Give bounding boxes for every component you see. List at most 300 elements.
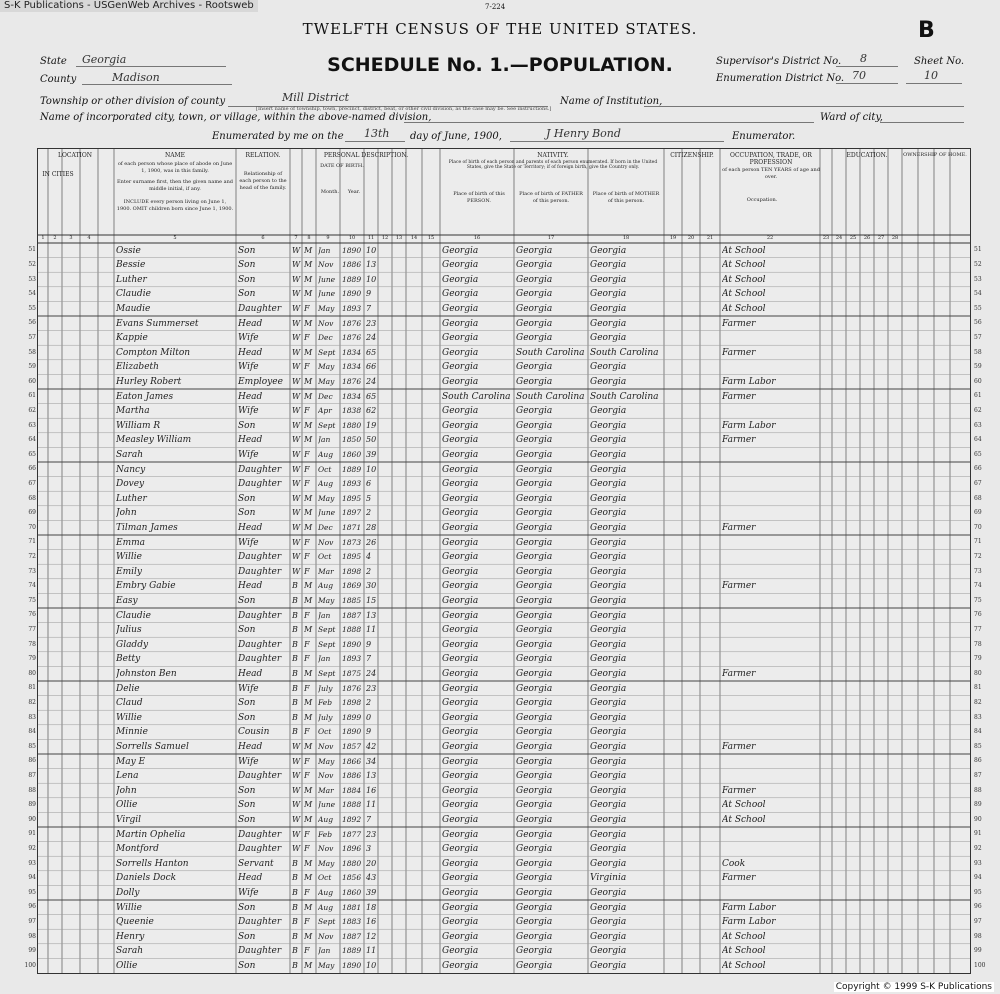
- cell-month: Sept: [318, 347, 336, 357]
- cell-year: 1890: [342, 639, 362, 649]
- cell-race: B: [292, 581, 298, 591]
- cell-name: Claudie: [116, 289, 151, 300]
- cell-mother: Georgia: [590, 946, 627, 957]
- cell-father: Georgia: [516, 931, 553, 942]
- cell-month: Nov: [318, 537, 334, 547]
- cell-mother: Georgia: [590, 668, 627, 679]
- row-number: 67: [28, 479, 36, 487]
- cell-age: 28: [366, 522, 377, 532]
- cell-age: 34: [366, 756, 377, 766]
- row-number-right: 76: [974, 611, 982, 619]
- city-label: Name of incorporated city, town, or village, within the above-named division,: [40, 112, 432, 123]
- cell-occ: At School: [722, 303, 766, 314]
- row-number-right: 70: [974, 523, 982, 531]
- cell-rel: Wife: [238, 537, 259, 548]
- cell-year: 1871: [342, 522, 362, 532]
- census-title: TWELFTH CENSUS OF THE UNITED STATES.: [302, 20, 698, 38]
- cell-sex: F: [304, 887, 310, 897]
- cell-name: Measley William: [116, 435, 192, 446]
- cell-month: Jan: [318, 610, 331, 620]
- cell-month: Nov: [318, 260, 334, 270]
- row-number-right: 85: [974, 742, 982, 750]
- row-number: 76: [28, 611, 36, 619]
- cell-name: Claud: [116, 698, 143, 709]
- row-number-right: 95: [974, 888, 982, 896]
- cell-name: Ollie: [116, 800, 138, 811]
- cell-race: W: [292, 508, 301, 518]
- cell-race: W: [292, 245, 301, 255]
- cell-rel: Daughter: [238, 771, 282, 782]
- state-label: State: [40, 56, 67, 67]
- cell-father: South Carolina: [516, 391, 585, 402]
- township-value: Mill District: [282, 91, 350, 104]
- cell-race: B: [292, 698, 298, 708]
- row-number-right: 82: [974, 698, 982, 706]
- cell-rel: Daughter: [238, 829, 282, 840]
- cell-pob: Georgia: [442, 727, 479, 738]
- cell-rel: Cousin: [238, 727, 270, 738]
- cell-mother: Georgia: [590, 902, 627, 913]
- cell-month: Nov: [318, 741, 334, 751]
- cell-year: 1876: [342, 683, 362, 693]
- row-number-right: 71: [974, 538, 982, 546]
- cell-rel: Son: [238, 814, 256, 825]
- cell-race: W: [292, 522, 301, 532]
- row-number: 68: [28, 494, 36, 502]
- enumerated-day: 13th: [364, 127, 390, 140]
- cell-father: Georgia: [516, 756, 553, 767]
- col-header-name-desc: of each person whose place of abode on June 1, 1900, was in this family.: [117, 161, 233, 174]
- column-number: 22: [766, 235, 774, 241]
- cell-pob: Georgia: [442, 376, 479, 387]
- cell-pob: Georgia: [442, 668, 479, 679]
- row-number-right: 100: [974, 961, 986, 969]
- cell-month: Jan: [318, 245, 331, 255]
- cell-year: 1889: [342, 274, 362, 284]
- cell-name: John: [116, 508, 137, 519]
- copyright-notice: Copyright © 1999 S-K Publications: [835, 982, 992, 992]
- column-number: 26: [863, 235, 871, 241]
- row-number: 91: [28, 830, 36, 838]
- cell-father: Georgia: [516, 814, 553, 825]
- cell-year: 1890: [342, 727, 362, 737]
- cell-sex: F: [304, 829, 310, 839]
- cell-father: Georgia: [516, 712, 553, 723]
- cell-father: Georgia: [516, 406, 553, 417]
- cell-father: Georgia: [516, 610, 553, 621]
- cell-mother: Georgia: [590, 931, 627, 942]
- cell-age: 7: [366, 303, 372, 313]
- cell-occ: Farm Labor: [722, 420, 776, 431]
- cell-age: 13: [366, 771, 377, 781]
- county-label: County: [40, 74, 77, 85]
- cell-age: 4: [366, 552, 372, 562]
- row-number-right: 99: [974, 947, 982, 955]
- cell-age: 20: [366, 858, 377, 868]
- cell-occ: Farmer: [722, 785, 756, 796]
- cell-year: 1898: [342, 566, 362, 576]
- row-number: 81: [28, 684, 36, 692]
- col-header-occupation-desc: of each person TEN YEARS of age and over.: [722, 167, 820, 180]
- cell-year: 1860: [342, 449, 362, 459]
- cell-pob: Georgia: [442, 347, 479, 358]
- cell-pob: Georgia: [442, 435, 479, 446]
- cell-year: 1889: [342, 464, 362, 474]
- cell-occ: At School: [722, 931, 766, 942]
- cell-age: 7: [366, 814, 372, 824]
- cell-father: Georgia: [516, 435, 553, 446]
- cell-mother: Georgia: [590, 303, 627, 314]
- ward-line: [880, 122, 964, 123]
- cell-sex: M: [304, 858, 313, 868]
- state-value: Georgia: [82, 53, 127, 66]
- cell-age: 9: [366, 289, 372, 299]
- supervisor-line: [836, 66, 898, 67]
- cell-race: B: [292, 639, 298, 649]
- cell-rel: Daughter: [238, 917, 282, 928]
- cell-race: W: [292, 566, 301, 576]
- cell-occ: At School: [722, 960, 766, 971]
- cell-occ: Farmer: [722, 741, 756, 752]
- cell-sex: F: [304, 537, 310, 547]
- column-number: 27: [877, 235, 885, 241]
- row-number: 61: [28, 392, 36, 400]
- cell-name: Willie: [116, 712, 142, 723]
- cell-rel: Son: [238, 508, 256, 519]
- cell-rel: Wife: [238, 683, 259, 694]
- column-number: 25: [849, 235, 857, 241]
- cell-age: 16: [366, 785, 377, 795]
- cell-month: Aug: [318, 887, 334, 897]
- cell-pob: Georgia: [442, 245, 479, 256]
- cell-month: June: [318, 289, 336, 299]
- cell-month: Sept: [318, 668, 336, 678]
- cell-year: 1876: [342, 318, 362, 328]
- cell-father: Georgia: [516, 668, 553, 679]
- cell-father: Georgia: [516, 522, 553, 533]
- cell-occ: At School: [722, 800, 766, 811]
- cell-age: 7: [366, 654, 372, 664]
- enumeration-value: 70: [852, 69, 866, 82]
- row-number: 72: [28, 552, 36, 560]
- cell-age: 9: [366, 727, 372, 737]
- cell-year: 1876: [342, 333, 362, 343]
- cell-name: Dovey: [116, 479, 145, 490]
- cell-rel: Son: [238, 274, 256, 285]
- county-line: [82, 84, 232, 85]
- cell-year: 1893: [342, 479, 362, 489]
- cell-mother: Georgia: [590, 420, 627, 431]
- cell-father: Georgia: [516, 303, 553, 314]
- cell-mother: Georgia: [590, 858, 627, 869]
- cell-father: Georgia: [516, 800, 553, 811]
- cell-year: 1877: [342, 829, 362, 839]
- cell-race: W: [292, 435, 301, 445]
- cell-age: 19: [366, 420, 377, 430]
- cell-race: B: [292, 917, 298, 927]
- cell-father: Georgia: [516, 479, 553, 490]
- column-number: 11: [367, 235, 375, 241]
- cell-mother: Georgia: [590, 639, 627, 650]
- cell-year: 1895: [342, 552, 362, 562]
- cell-sex: F: [304, 552, 310, 562]
- cell-mother: Georgia: [590, 625, 627, 636]
- cell-mother: Georgia: [590, 493, 627, 504]
- row-number: 57: [28, 333, 36, 341]
- cell-pob: Georgia: [442, 537, 479, 548]
- cell-father: Georgia: [516, 727, 553, 738]
- cell-year: 1876: [342, 376, 362, 386]
- cell-father: Georgia: [516, 654, 553, 665]
- row-number-right: 83: [974, 713, 982, 721]
- cell-year: 1896: [342, 844, 362, 854]
- cell-pob: Georgia: [442, 698, 479, 709]
- cell-mother: Georgia: [590, 917, 627, 928]
- cell-rel: Head: [238, 522, 263, 533]
- cell-pob: Georgia: [442, 931, 479, 942]
- cell-name: Julius: [116, 625, 142, 636]
- cell-occ: At School: [722, 274, 766, 285]
- cell-rel: Daughter: [238, 479, 282, 490]
- cell-rel: Son: [238, 698, 256, 709]
- col-header-pob-person: Place of birth of this PERSON.: [453, 191, 505, 204]
- row-number-right: 84: [974, 728, 982, 736]
- cell-pob: Georgia: [442, 887, 479, 898]
- cell-sex: F: [304, 610, 310, 620]
- cell-race: W: [292, 420, 301, 430]
- cell-year: 1890: [342, 289, 362, 299]
- cell-month: Jan: [318, 946, 331, 956]
- cell-rel: Head: [238, 391, 263, 402]
- cell-father: Georgia: [516, 318, 553, 329]
- cell-sex: F: [304, 449, 310, 459]
- cell-race: W: [292, 814, 301, 824]
- cell-race: W: [292, 479, 301, 489]
- cell-pob: Georgia: [442, 960, 479, 971]
- cell-rel: Son: [238, 595, 256, 606]
- cell-race: B: [292, 668, 298, 678]
- cell-rel: Daughter: [238, 566, 282, 577]
- row-number: 89: [28, 801, 36, 809]
- cell-father: Georgia: [516, 887, 553, 898]
- cell-pob: Georgia: [442, 566, 479, 577]
- cell-pob: Georgia: [442, 464, 479, 475]
- column-number: 21: [706, 235, 714, 241]
- cell-sex: M: [304, 347, 313, 357]
- row-number-right: 64: [974, 436, 982, 444]
- cell-mother: Georgia: [590, 333, 627, 344]
- cell-mother: Georgia: [590, 654, 627, 665]
- cell-rel: Daughter: [238, 654, 282, 665]
- cell-pob: Georgia: [442, 858, 479, 869]
- cell-father: Georgia: [516, 537, 553, 548]
- cell-race: W: [292, 333, 301, 343]
- cell-pob: Georgia: [442, 420, 479, 431]
- cell-occ: At School: [722, 245, 766, 256]
- cell-year: 1892: [342, 814, 362, 824]
- cell-race: W: [292, 289, 301, 299]
- cell-father: Georgia: [516, 376, 553, 387]
- cell-year: 1869: [342, 581, 362, 591]
- cell-sex: F: [304, 683, 310, 693]
- cell-sex: F: [304, 333, 310, 343]
- cell-month: Dec: [318, 333, 333, 343]
- row-number: 51: [28, 246, 36, 254]
- cell-age: 23: [366, 829, 377, 839]
- cell-month: Apr: [318, 406, 332, 416]
- cell-sex: F: [304, 756, 310, 766]
- cell-rel: Son: [238, 902, 256, 913]
- cell-race: W: [292, 800, 301, 810]
- cell-mother: South Carolina: [590, 347, 659, 358]
- col-header-name-note2: INCLUDE every person living on June 1, 1900. OMIT children born since June 1, 1900.: [116, 199, 234, 212]
- cell-month: Nov: [318, 931, 334, 941]
- cell-pob: Georgia: [442, 274, 479, 285]
- col-header-in-cities: IN CITIES: [42, 171, 74, 178]
- col-header-name-note: Enter surname first, then the given name and middle initial, if any.: [116, 179, 234, 192]
- cell-race: B: [292, 727, 298, 737]
- cell-father: Georgia: [516, 581, 553, 592]
- column-number: 5: [173, 235, 177, 241]
- cell-pob: Georgia: [442, 683, 479, 694]
- row-number-right: 60: [974, 377, 982, 385]
- cell-father: Georgia: [516, 493, 553, 504]
- cell-race: W: [292, 537, 301, 547]
- cell-father: Georgia: [516, 844, 553, 855]
- cell-race: B: [292, 625, 298, 635]
- cell-month: Feb: [318, 698, 333, 708]
- cell-year: 1895: [342, 493, 362, 503]
- cell-race: W: [292, 844, 301, 854]
- cell-year: 1886: [342, 260, 362, 270]
- cell-pob: Georgia: [442, 712, 479, 723]
- cell-occ: Farmer: [722, 435, 756, 446]
- institution-label: Name of Institution,: [560, 96, 663, 107]
- row-number: 92: [28, 844, 36, 852]
- cell-sex: F: [304, 566, 310, 576]
- cell-sex: M: [304, 522, 313, 532]
- cell-race: W: [292, 260, 301, 270]
- cell-sex: M: [304, 245, 313, 255]
- cell-name: Willie: [116, 552, 142, 563]
- cell-month: May: [318, 493, 335, 503]
- column-number: 20: [687, 235, 695, 241]
- column-number: 4: [87, 235, 91, 241]
- cell-sex: M: [304, 873, 313, 883]
- cell-sex: M: [304, 260, 313, 270]
- cell-name: Willie: [116, 902, 142, 913]
- cell-month: June: [318, 800, 336, 810]
- cell-rel: Wife: [238, 449, 259, 460]
- row-number-right: 67: [974, 479, 982, 487]
- cell-rel: Son: [238, 420, 256, 431]
- cell-mother: Virginia: [590, 873, 627, 884]
- cell-name: Minnie: [116, 727, 148, 738]
- cell-name: Montford: [116, 844, 159, 855]
- cell-rel: Head: [238, 347, 263, 358]
- cell-occ: Farmer: [722, 318, 756, 329]
- cell-pob: Georgia: [442, 318, 479, 329]
- cell-name: Luther: [116, 493, 147, 504]
- cell-year: 1884: [342, 785, 362, 795]
- cell-age: 65: [366, 391, 377, 401]
- cell-year: 1834: [342, 391, 362, 401]
- cell-name: Martin Ophelia: [116, 829, 186, 840]
- cell-rel: Employee: [238, 376, 283, 387]
- cell-father: Georgia: [516, 785, 553, 796]
- cell-pob: Georgia: [442, 333, 479, 344]
- cell-pob: Georgia: [442, 639, 479, 650]
- cell-sex: F: [304, 362, 310, 372]
- sheet-line: [906, 83, 962, 84]
- cell-mother: Georgia: [590, 376, 627, 387]
- cell-race: B: [292, 902, 298, 912]
- cell-year: 1866: [342, 756, 362, 766]
- cell-occ: Farmer: [722, 391, 756, 402]
- cell-father: Georgia: [516, 741, 553, 752]
- cell-year: 1890: [342, 245, 362, 255]
- cell-name: Henry: [116, 931, 145, 942]
- cell-name: Compton Milton: [116, 347, 191, 358]
- enumerated-label: Enumerated by me on the: [212, 131, 344, 142]
- cell-month: Sept: [318, 917, 336, 927]
- cell-father: Georgia: [516, 829, 553, 840]
- cell-pob: Georgia: [442, 873, 479, 884]
- cell-sex: M: [304, 960, 313, 970]
- cell-year: 1880: [342, 420, 362, 430]
- cell-pob: Georgia: [442, 785, 479, 796]
- cell-rel: Head: [238, 581, 263, 592]
- cell-race: W: [292, 449, 301, 459]
- cell-name: Queenie: [116, 917, 154, 928]
- cell-sex: M: [304, 318, 313, 328]
- row-number-right: 69: [974, 509, 982, 517]
- cell-father: Georgia: [516, 245, 553, 256]
- cell-rel: Son: [238, 289, 256, 300]
- cell-occ: Farm Labor: [722, 376, 776, 387]
- column-number: 19: [669, 235, 677, 241]
- cell-pob: Georgia: [442, 610, 479, 621]
- col-header-pob-mother: Place of birth of MOTHER of this person.: [592, 191, 660, 204]
- cell-rel: Son: [238, 245, 256, 256]
- cell-year: 1889: [342, 946, 362, 956]
- cell-race: W: [292, 756, 301, 766]
- row-number-right: 51: [974, 246, 982, 254]
- cell-mother: Georgia: [590, 508, 627, 519]
- cell-pob: Georgia: [442, 756, 479, 767]
- cell-mother: Georgia: [590, 435, 627, 446]
- cell-mother: Georgia: [590, 741, 627, 752]
- cell-race: B: [292, 887, 298, 897]
- cell-father: Georgia: [516, 362, 553, 373]
- cell-year: 1883: [342, 917, 362, 927]
- cell-father: Georgia: [516, 552, 553, 563]
- cell-rel: Head: [238, 873, 263, 884]
- col-header-education: EDUCATION.: [846, 152, 888, 159]
- row-number: 96: [28, 903, 36, 911]
- cell-age: 62: [366, 406, 377, 416]
- row-number-right: 61: [974, 392, 982, 400]
- cell-year: 1886: [342, 771, 362, 781]
- cell-sex: F: [304, 946, 310, 956]
- row-number: 90: [28, 815, 36, 823]
- cell-month: Dec: [318, 391, 333, 401]
- city-line: [404, 122, 814, 123]
- cell-age: 24: [366, 376, 377, 386]
- cell-month: Nov: [318, 318, 334, 328]
- cell-age: 2: [366, 698, 372, 708]
- row-number-right: 86: [974, 757, 982, 765]
